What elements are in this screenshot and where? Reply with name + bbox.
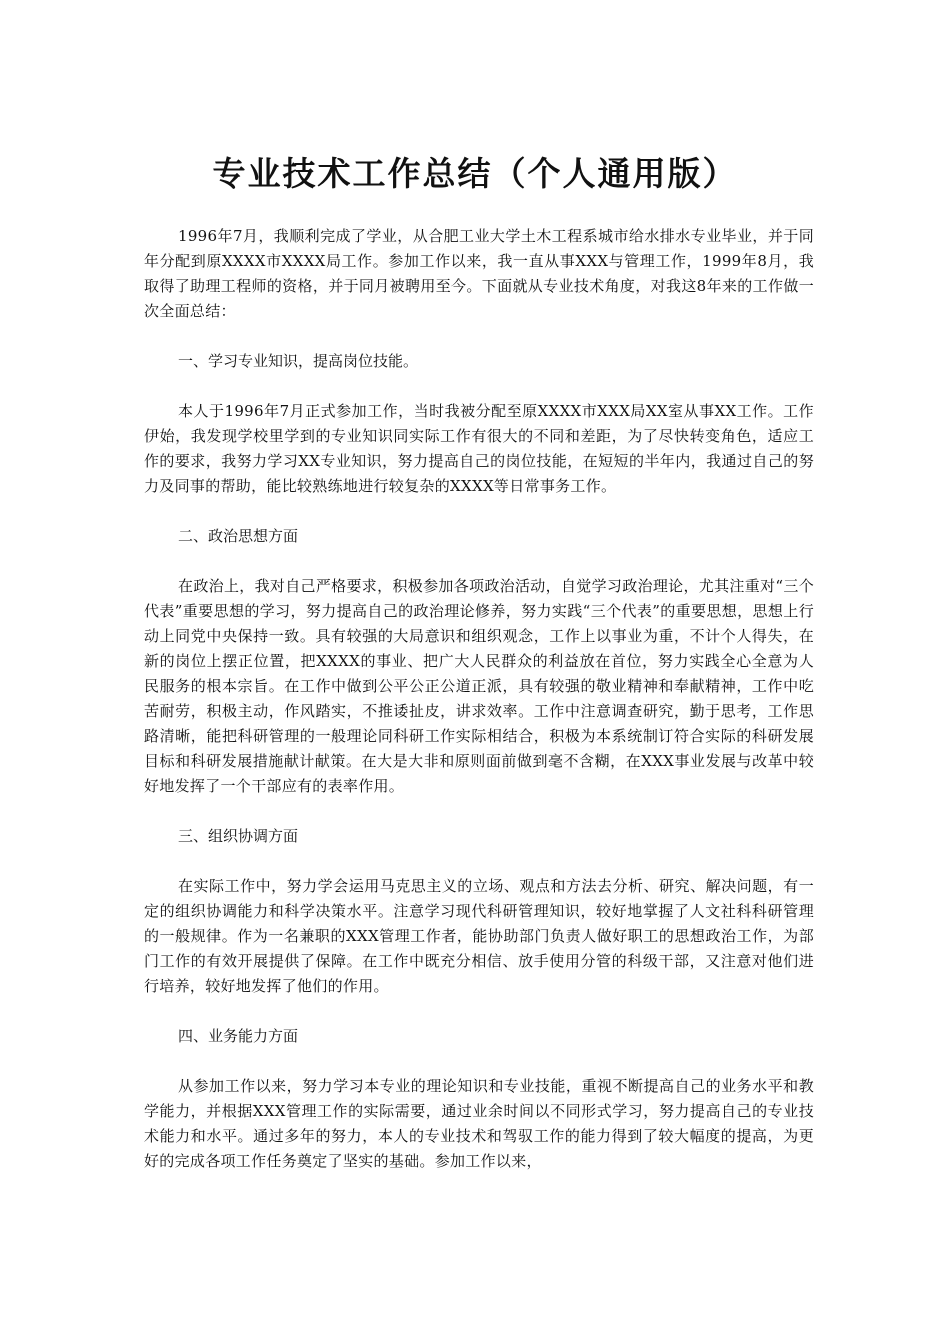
section-heading-ability: 四、业务能力方面	[178, 1027, 299, 1045]
coordination-paragraph: 在实际工作中，努力学会运用马克思主义的立场、观点和方法去分析、研究、解决问题，有一定的组织协调能力和科学决策水平。注意学习现代科研管理知识，较好地掌握了人文社科科研管理的一般规律。作为一名兼职的XXX管理工作者，能协助部门负责人做好职工的思想政治工作，为部门工作的有效开展提供了保障。在工作中既充分相信、放手使用分管的科级干部，又注意对他们进行培养，较好地发挥了他们的作用。	[144, 877, 814, 995]
document-title: 专业技术工作总结（个人通用版）	[212, 154, 738, 194]
section-heading-study: 一、学习专业知识，提高岗位技能。	[178, 352, 419, 370]
politics-paragraph: 在政治上，我对自己严格要求，积极参加各项政治活动，自觉学习政治理论，尤其注重对“三个代表”重要思想的学习，努力提高自己的政治理论修养，努力实践“三个代表”的重要思想，思想上行动上同党中央保持一致。具有较强的大局意识和组织观念，工作上以事业为重，不计个人得失，在新的岗位上摆正位置，把XXXX的事业、把广大人民群众的利益放在首位，努力实践全心全意为人民服务的根本宗旨。在工作中做到公平公正公道正派，具有较强的敬业精神和奉献精神，工作中吃苦耐劳，积极主动，作风踏实，不推诿扯皮，讲求效率。工作中注意调查研究，勤于思考，工作思路清晰，能把科研管理的一般理论同科研工作实际相结合，积极为本系统制订符合实际的科研发展目标和科研发展措施献计献策。在大是大非和原则面前做到毫不含糊，在XXX事业发展与改革中较好地发挥了一个干部应有的表率作用。	[144, 577, 814, 795]
section-heading-politics: 二、政治思想方面	[178, 527, 299, 545]
ability-paragraph: 从参加工作以来，努力学习本专业的理论知识和专业技能，重视不断提高自己的业务水平和教学能力，并根据XXX管理工作的实际需要，通过业余时间以不同形式学习，努力提高自己的专业技术能力和水平。通过多年的努力，本人的专业技术和驾驭工作的能力得到了较大幅度的提高，为更好的完成各项工作任务奠定了坚实的基础。参加工作以来，	[144, 1077, 814, 1170]
section-heading-coordination: 三、组织协调方面	[178, 827, 299, 845]
study-paragraph: 本人于1996年7月正式参加工作，当时我被分配至原XXXX市XXX局XX室从事XX工作。工作伊始，我发现学校里学到的专业知识同实际工作有很大的不同和差距，为了尽快转变角色，适应工作的要求，我努力学习XX专业知识，努力提高自己的岗位技能，在短短的半年内，我通过自己的努力及同事的帮助，能比较熟练地进行较复杂的XXXX等日常事务工作。	[144, 402, 814, 495]
intro-paragraph: 1996年7月，我顺利完成了学业，从合肥工业大学土木工程系城市给水排水专业毕业，并于同年分配到原XXXX市XXXX局工作。参加工作以来，我一直从事XXX与管理工作，1999年8月，我取得了助理工程师的资格，并于同月被聘用至今。下面就从专业技术角度，对我这8年来的工作做一次全面总结：	[144, 227, 814, 320]
document-body	[144, 224, 814, 1199]
